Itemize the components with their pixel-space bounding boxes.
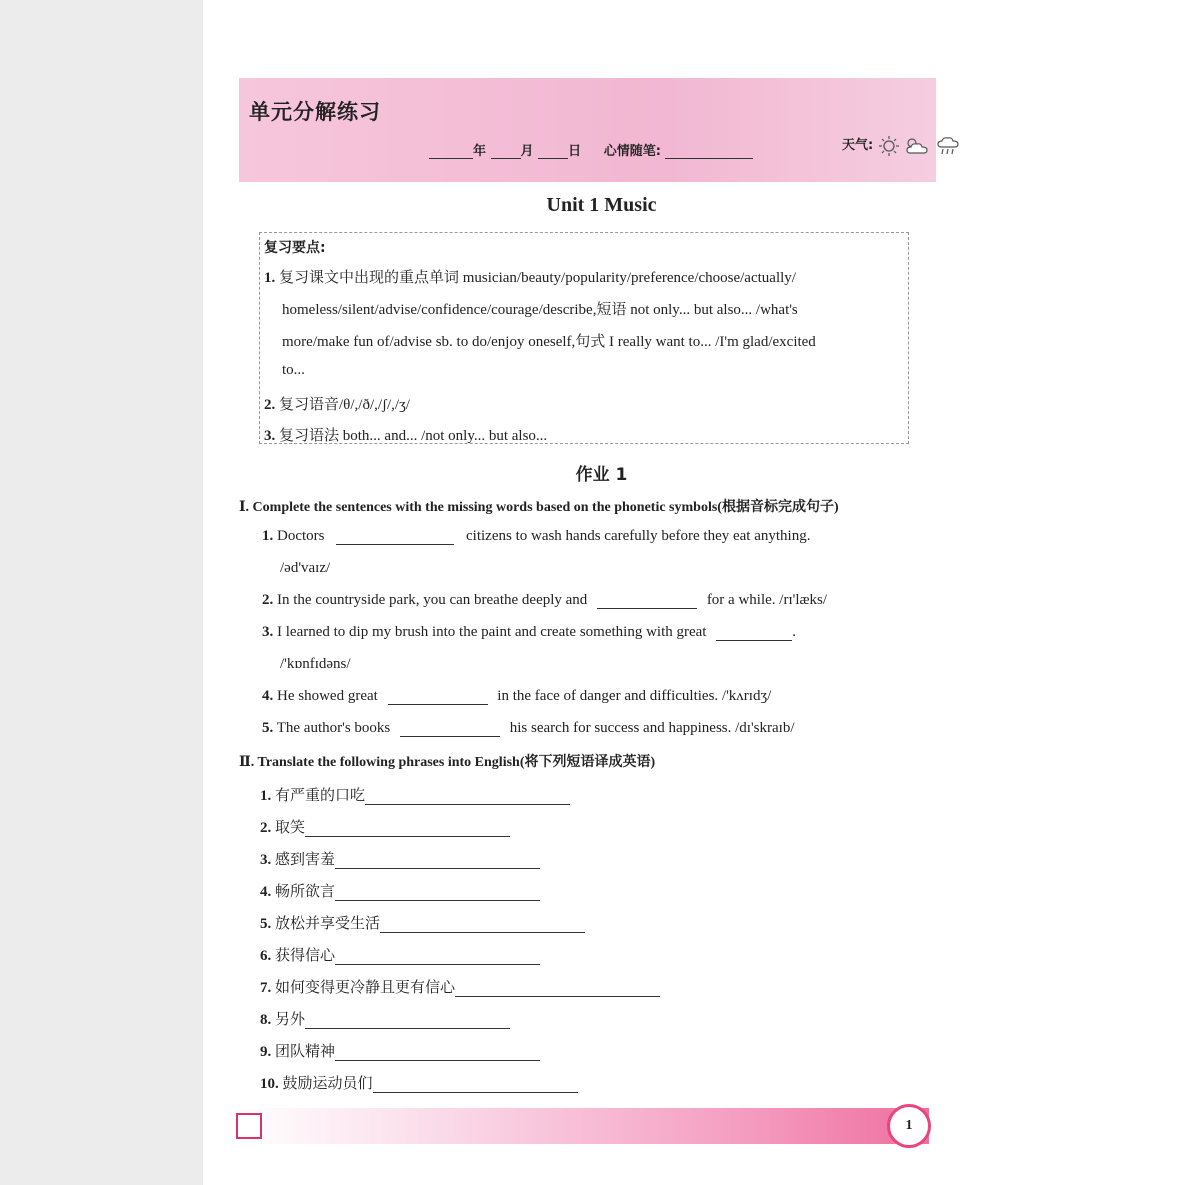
review-heading: 复习要点:	[264, 240, 326, 256]
translate-item: 1. 有严重的口吃	[260, 784, 570, 805]
answer-blank[interactable]	[455, 981, 660, 997]
year-blank[interactable]	[429, 144, 473, 159]
answer-blank[interactable]	[365, 789, 570, 805]
review-line: 1. 复习课文中出现的重点单词 musician/beauty/popularity/preference/choose/actually/	[264, 270, 796, 286]
answer-blank[interactable]	[716, 625, 792, 641]
question-4: 4. He showed great in the face of danger and difficulties. /'kʌrɪdʒ/	[262, 688, 772, 704]
month-label: 月	[520, 144, 534, 159]
answer-blank[interactable]	[305, 1013, 510, 1029]
question-5: 5. The author's books his search for success and happiness. /dɪ'skraɪb/	[262, 720, 795, 736]
year-label: 年	[473, 144, 487, 159]
translate-item: 7. 如何变得更冷静且更有信心	[260, 976, 660, 997]
translate-item: 3. 感到害羞	[260, 848, 540, 869]
rain-icon	[935, 135, 961, 157]
review-points-box	[259, 232, 909, 444]
review-line: 2. 复习语音/θ/,/ð/,/ʃ/,/ʒ/	[264, 397, 410, 413]
day-blank[interactable]	[538, 144, 568, 159]
review-line: 3. 复习语法 both... and... /not only... but also...	[264, 428, 548, 444]
weather-label: 天气:	[842, 138, 874, 153]
translate-item: 6. 获得信心	[260, 944, 540, 965]
answer-blank[interactable]	[388, 689, 488, 705]
sun-icon	[878, 135, 900, 157]
answer-blank[interactable]	[597, 593, 697, 609]
answer-blank[interactable]	[335, 885, 540, 901]
footer-bar	[239, 1108, 929, 1144]
answer-blank[interactable]	[305, 821, 510, 837]
question-2: 2. In the countryside park, you can breathe deeply and for a while. /rɪ'læks/	[262, 592, 827, 608]
cloudy-icon	[904, 135, 930, 157]
homework-title: 作业 1	[575, 465, 628, 485]
phonetic-hint: /əd'vaɪz/	[280, 560, 331, 576]
month-blank[interactable]	[491, 144, 521, 159]
translate-item: 9. 团队精神	[260, 1040, 540, 1061]
question-1: 1. Doctors citizens to wash hands carefully before they eat anything.	[262, 528, 811, 544]
answer-blank[interactable]	[335, 949, 540, 965]
date-line	[429, 140, 753, 159]
translate-item: 2. 取笑	[260, 816, 510, 837]
footer-square-icon	[236, 1113, 262, 1139]
mood-blank[interactable]	[665, 144, 753, 159]
answer-blank[interactable]	[335, 1045, 540, 1061]
phonetic-hint: /'kɒnfɪdəns/	[280, 656, 351, 672]
day-label: 日	[568, 144, 582, 159]
translate-item: 5. 放松并享受生活	[260, 912, 585, 933]
question-3: 3. I learned to dip my brush into the paint and create something with great .	[262, 624, 796, 640]
weather-field	[842, 134, 961, 157]
workbook-page	[203, 0, 1185, 1185]
review-line: more/make fun of/advise sb. to do/enjoy oneself,句式 I really want to... /I'm glad/excited	[282, 334, 816, 350]
answer-blank[interactable]	[380, 917, 585, 933]
translate-item: 8. 另外	[260, 1008, 510, 1029]
page-header	[239, 78, 936, 182]
unit-title: Unit 1 Music	[546, 194, 657, 216]
answer-blank[interactable]	[335, 853, 540, 869]
section2-heading: Ⅱ. Translate the following phrases into English(将下列短语译成英语)	[239, 755, 656, 770]
header-title: 单元分解练习	[249, 100, 381, 124]
review-line: to...	[282, 362, 305, 378]
section1-heading: Ⅰ. Complete the sentences with the missing words based on the phonetic symbols(根据音标完成句子)	[239, 500, 839, 515]
page-number: 1	[887, 1104, 931, 1148]
translate-item: 10. 鼓励运动员们	[260, 1072, 578, 1093]
translate-item: 4. 畅所欲言	[260, 880, 540, 901]
answer-blank[interactable]	[373, 1077, 578, 1093]
answer-blank[interactable]	[336, 529, 454, 545]
mood-label: 心情随笔:	[603, 144, 661, 159]
review-line: homeless/silent/advise/confidence/courage/describe,短语 not only... but also... /what's	[282, 302, 798, 318]
answer-blank[interactable]	[400, 721, 500, 737]
